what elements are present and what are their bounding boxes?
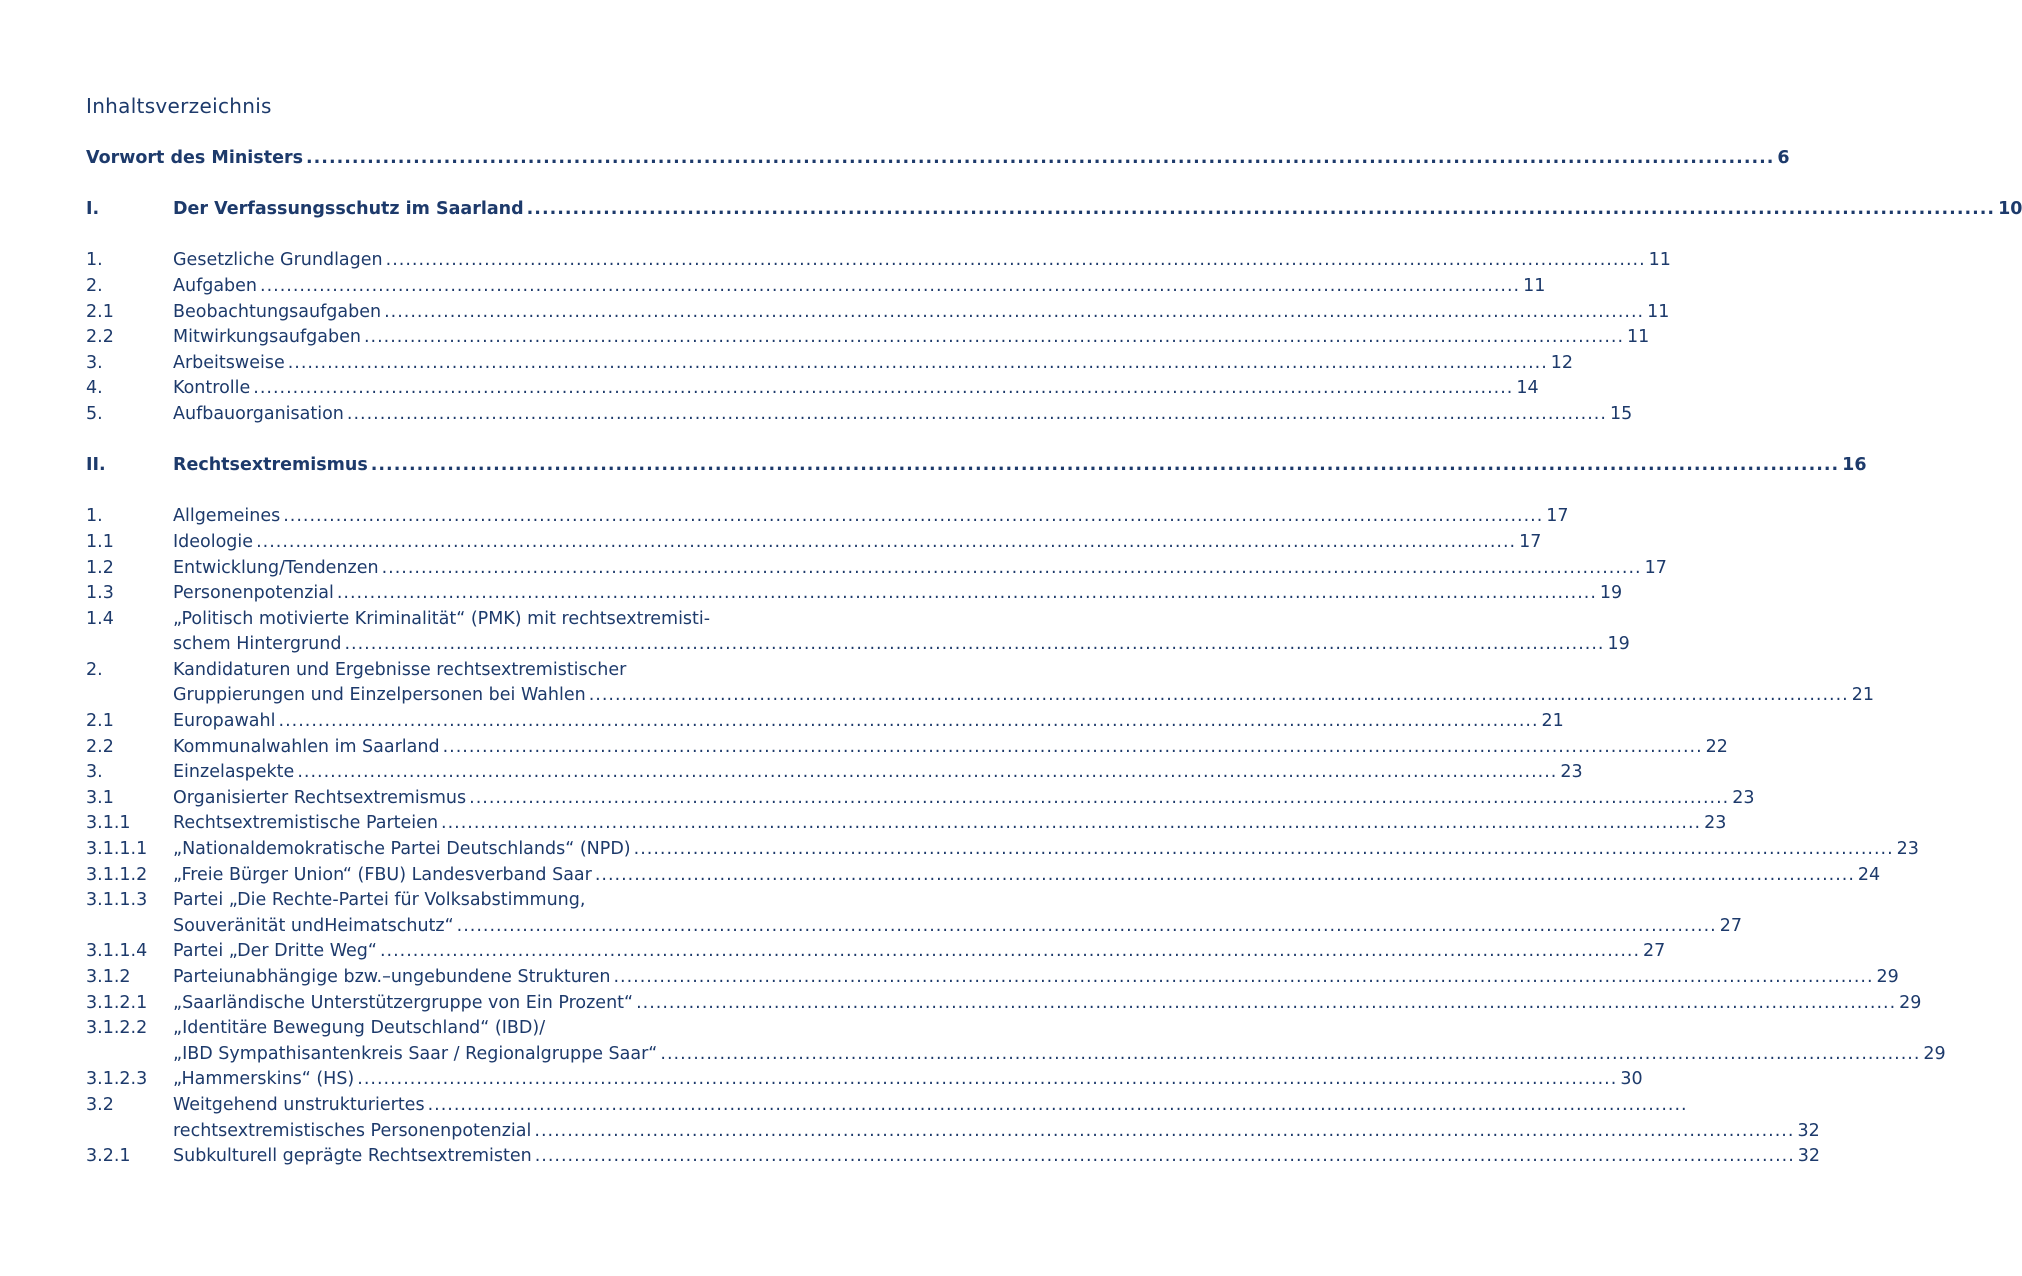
toc-entry[interactable]: [86, 530, 1542, 556]
toc-entry-number: 3.1: [86, 787, 114, 808]
toc-leader-dots: [337, 581, 1597, 607]
toc-leader-dots: [288, 351, 1548, 377]
toc-entry-title: „Saarländische Unterstützergruppe von Ein Prozent“: [173, 992, 634, 1013]
toc-entry-title: Souveränität undHeimatschutz“: [173, 915, 454, 936]
toc-page-number: 23: [1732, 787, 1755, 808]
toc-leader-dots: [589, 683, 1849, 709]
toc-entry[interactable]: [86, 786, 1755, 812]
toc-page-number: 11: [1648, 250, 1671, 271]
toc-entry-number: 2.: [86, 659, 103, 680]
toc-entry-title: Europawahl: [173, 711, 276, 732]
toc-entry-number: 2.2: [86, 327, 114, 348]
toc-entry[interactable]: [86, 376, 1539, 402]
toc-entry-number: 5.: [86, 403, 103, 424]
toc-entry-title: Kommunalwahlen im Saarland: [173, 736, 440, 757]
toc-entry-number: 2.1: [86, 711, 114, 732]
toc-leader-dots: [457, 914, 1717, 940]
toc-leader-dots: [380, 939, 1640, 965]
toc-page-number: 15: [1609, 403, 1633, 424]
toc-leader-dots: [306, 146, 1774, 172]
toc-page-number: 27: [1719, 915, 1742, 936]
toc-entry-title-line1: Kandidaturen und Ergebnisse rechtsextremistischer: [173, 659, 627, 680]
toc-leader-dots: [428, 1093, 1688, 1119]
toc-entry-title-line1: „Identitäre Bewegung Deutschland“ (IBD)/: [173, 1018, 546, 1039]
toc-entry-number: 3.1.1: [86, 813, 131, 834]
toc-entry-title-line1: Weitgehend unstrukturiertes: [173, 1094, 425, 1115]
toc-leader-dots: [469, 786, 1729, 812]
toc-page-number: 16: [1842, 455, 1867, 476]
toc-page-number: 19: [1599, 583, 1623, 604]
toc-page-number: 10: [1998, 199, 2022, 220]
toc-entry[interactable]: [86, 991, 1922, 1017]
toc-leader-dots: [279, 709, 1539, 735]
toc-entry-title: rechtsextremistisches Personenpotenzial: [173, 1120, 532, 1141]
toc-page-number: 21: [1541, 711, 1564, 732]
toc-leader-dots: [260, 274, 1520, 300]
toc-entry-number: 3.: [86, 762, 103, 783]
toc-page-number: 22: [1705, 736, 1728, 757]
toc-leader-dots: [660, 1042, 1920, 1068]
toc-page-number: 14: [1516, 378, 1539, 399]
toc-page-number: 24: [1857, 864, 1881, 885]
toc-entry-number: 3.1.2.3: [86, 1069, 148, 1090]
toc-leader-dots: [253, 376, 1513, 402]
toc-entry-line2[interactable]: [86, 914, 1742, 940]
toc-entry-number: 3.1.1.4: [86, 941, 148, 962]
toc-entry-line2[interactable]: [86, 1042, 1946, 1068]
toc-entry-line1[interactable]: [86, 1016, 806, 1042]
toc-leader-dots: [527, 197, 1995, 223]
toc-entry[interactable]: [86, 504, 1569, 530]
toc-entry-number: 3.1.1.3: [86, 890, 148, 911]
toc-entry-title: Organisierter Rechtsextremismus: [173, 787, 467, 808]
toc-entry-title: Rechtsextremismus: [173, 455, 368, 476]
toc-entry-number: 3.1.2.1: [86, 992, 148, 1013]
toc-leader-dots: [344, 632, 1604, 658]
toc-entry[interactable]: [86, 581, 1623, 607]
toc-entry-title: Parteiunabhängige bzw.–ungebundene Strukturen: [173, 967, 611, 987]
toc-entry-title: Aufgaben: [173, 275, 258, 296]
toc-entry-title: Mitwirkungsaufgaben: [173, 327, 361, 348]
table-of-contents: [86, 146, 2022, 1170]
toc-entry-number: 3.: [86, 352, 103, 373]
toc-entry-number: II.: [86, 455, 106, 476]
toc-entry-title: „IBD Sympathisantenkreis Saar / Regionalgruppe Saar“: [173, 1043, 658, 1064]
toc-leader-dots: [283, 504, 1543, 530]
toc-entry[interactable]: [86, 863, 1881, 889]
toc-entry-line2[interactable]: [86, 683, 1875, 709]
toc-leader-dots: [256, 530, 1516, 556]
toc-entry-line2[interactable]: [86, 1119, 1820, 1145]
toc-page-number: 17: [1519, 531, 1542, 552]
page-title: Inhaltsverzeichnis: [86, 94, 272, 118]
toc-entry-line1[interactable]: [86, 888, 806, 914]
toc-entry-line1[interactable]: [86, 658, 806, 684]
toc-entry[interactable]: [86, 709, 1564, 735]
toc-entry[interactable]: [86, 939, 1666, 965]
toc-entry-title: schem Hintergrund: [173, 634, 342, 655]
toc-entry-title: Einzelaspekte: [173, 762, 295, 783]
toc-entry-number: 3.1.2: [86, 967, 131, 987]
toc-leader-dots: [613, 965, 1873, 991]
toc-entry[interactable]: [86, 325, 1650, 351]
toc-entry-number: 2.2: [86, 736, 114, 757]
toc-entry-section-I[interactable]: [86, 197, 2022, 223]
toc-entry-title: Partei „Der Dritte Weg“: [173, 941, 377, 962]
toc-entry-number: 1.3: [86, 583, 114, 604]
toc-leader-dots: [382, 556, 1642, 582]
toc-entry[interactable]: [86, 1144, 1821, 1170]
toc-entry-section-II[interactable]: [86, 453, 1867, 479]
toc-entry[interactable]: [86, 837, 1919, 863]
toc-entry-title: Entwicklung/Tendenzen: [173, 557, 379, 578]
toc-leader-dots: [441, 811, 1701, 837]
toc-page-number: 27: [1643, 941, 1666, 962]
toc-entry-title: „Nationaldemokratische Partei Deutschlands“ (NPD): [173, 839, 631, 860]
toc-page-number: 29: [1923, 1043, 1946, 1064]
toc-leader-dots: [535, 1144, 1795, 1170]
toc-entry[interactable]: [86, 351, 1574, 377]
toc-entry-number: 1.2: [86, 557, 114, 578]
toc-entry[interactable]: [86, 556, 1667, 582]
toc-entry[interactable]: [86, 402, 1633, 428]
toc-entry-number: I.: [86, 199, 100, 220]
toc-entry[interactable]: [86, 1067, 1643, 1093]
toc-leader-dots: [297, 760, 1557, 786]
toc-entry-number: 1.: [86, 250, 103, 271]
toc-leader-dots: [443, 735, 1703, 761]
toc-entry-number: 1.1: [86, 531, 114, 552]
toc-leader-dots: [634, 837, 1894, 863]
toc-entry-title: Subkulturell geprägte Rechtsextremisten: [173, 1146, 532, 1167]
toc-entry-title: „Hammerskins“ (HS): [173, 1069, 355, 1090]
toc-page-number: 12: [1550, 352, 1574, 373]
toc-page-number: 23: [1704, 813, 1727, 834]
toc-entry-title: Kontrolle: [173, 378, 251, 399]
toc-page-number: 29: [1899, 992, 1922, 1013]
toc-page-number: 23: [1560, 762, 1583, 783]
toc-entry-number: 3.1.1.1: [86, 839, 148, 860]
toc-entry-number: 3.2: [86, 1094, 114, 1115]
toc-page-number: 19: [1607, 634, 1630, 655]
toc-entry-title: „Freie Bürger Union“ (FBU) Landesverband Saar: [173, 864, 592, 885]
toc-page-number: 17: [1546, 506, 1569, 527]
toc-entry[interactable]: [86, 248, 1671, 274]
toc-entry-line1[interactable]: [86, 607, 806, 633]
toc-page-number: 11: [1627, 327, 1650, 348]
toc-entry[interactable]: [86, 735, 1728, 761]
toc-page-number: 17: [1644, 557, 1667, 578]
toc-page-number: 30: [1620, 1069, 1643, 1090]
toc-entry-number: 3.2.1: [86, 1146, 131, 1167]
toc-entry-title: Arbeitsweise: [173, 352, 285, 373]
toc-entry[interactable]: [86, 965, 1899, 991]
toc-page-number: 32: [1797, 1146, 1821, 1167]
toc-page-number: 11: [1647, 301, 1670, 322]
toc-entry-title: Beobachtungsaufgaben: [173, 301, 382, 322]
toc-entry-title: Personenpotenzial: [173, 583, 334, 604]
toc-leader-dots: [357, 1067, 1617, 1093]
toc-entry[interactable]: [86, 811, 1727, 837]
toc-leader-dots: [595, 863, 1855, 889]
toc-entry-title-line1: Partei „Die Rechte-Partei für Volksabstimmung,: [173, 890, 586, 911]
toc-entry-title: Aufbauorganisation: [173, 403, 344, 424]
toc-entry-title: Vorwort des Ministers: [86, 148, 303, 168]
toc-leader-dots: [364, 325, 1624, 351]
toc-page-number: 11: [1523, 275, 1546, 296]
toc-entry-number: 2.: [86, 275, 103, 296]
toc-leader-dots: [386, 248, 1646, 274]
toc-entry-line2[interactable]: [86, 632, 1630, 658]
toc-leader-dots: [371, 453, 1839, 479]
toc-leader-dots: [534, 1119, 1794, 1145]
toc-entry-number: 3.1.2.2: [86, 1018, 148, 1039]
toc-entry-title: Allgemeines: [173, 506, 281, 527]
toc-entry[interactable]: [86, 300, 1670, 326]
toc-entry[interactable]: [86, 274, 1546, 300]
toc-entry-number: 1.4: [86, 608, 114, 629]
toc-entry-title: Gruppierungen und Einzelpersonen bei Wahlen: [173, 685, 586, 706]
toc-page-number: 29: [1876, 967, 1899, 987]
toc-entry-number: 4.: [86, 378, 103, 399]
toc-page-number: 32: [1797, 1120, 1820, 1141]
toc-leader-dots: [384, 300, 1644, 326]
toc-entry-title: Der Verfassungsschutz im Saarland: [173, 199, 524, 220]
toc-leader-dots: [347, 402, 1607, 428]
toc-entry-title-line1: „Politisch motivierte Kriminalität“ (PMK) mit rechtsextremisti-: [173, 608, 711, 629]
toc-entry-number: 3.1.1.2: [86, 864, 148, 885]
toc-entry[interactable]: [86, 760, 1583, 786]
toc-leader-dots: [636, 991, 1896, 1017]
toc-entry-title: Gesetzliche Grundlagen: [173, 250, 383, 271]
toc-page-number: 6: [1777, 148, 1790, 168]
toc-page-number: 21: [1851, 685, 1875, 706]
toc-entry-line1[interactable]: [86, 1093, 806, 1119]
toc-entry-foreword[interactable]: [86, 146, 1790, 172]
toc-entry-number: 1.: [86, 506, 103, 527]
toc-page-number: 23: [1896, 839, 1919, 860]
toc-entry-title: Rechtsextremistische Parteien: [173, 813, 439, 834]
toc-entry-title: Ideologie: [173, 531, 254, 552]
toc-entry-number: 2.1: [86, 301, 114, 322]
